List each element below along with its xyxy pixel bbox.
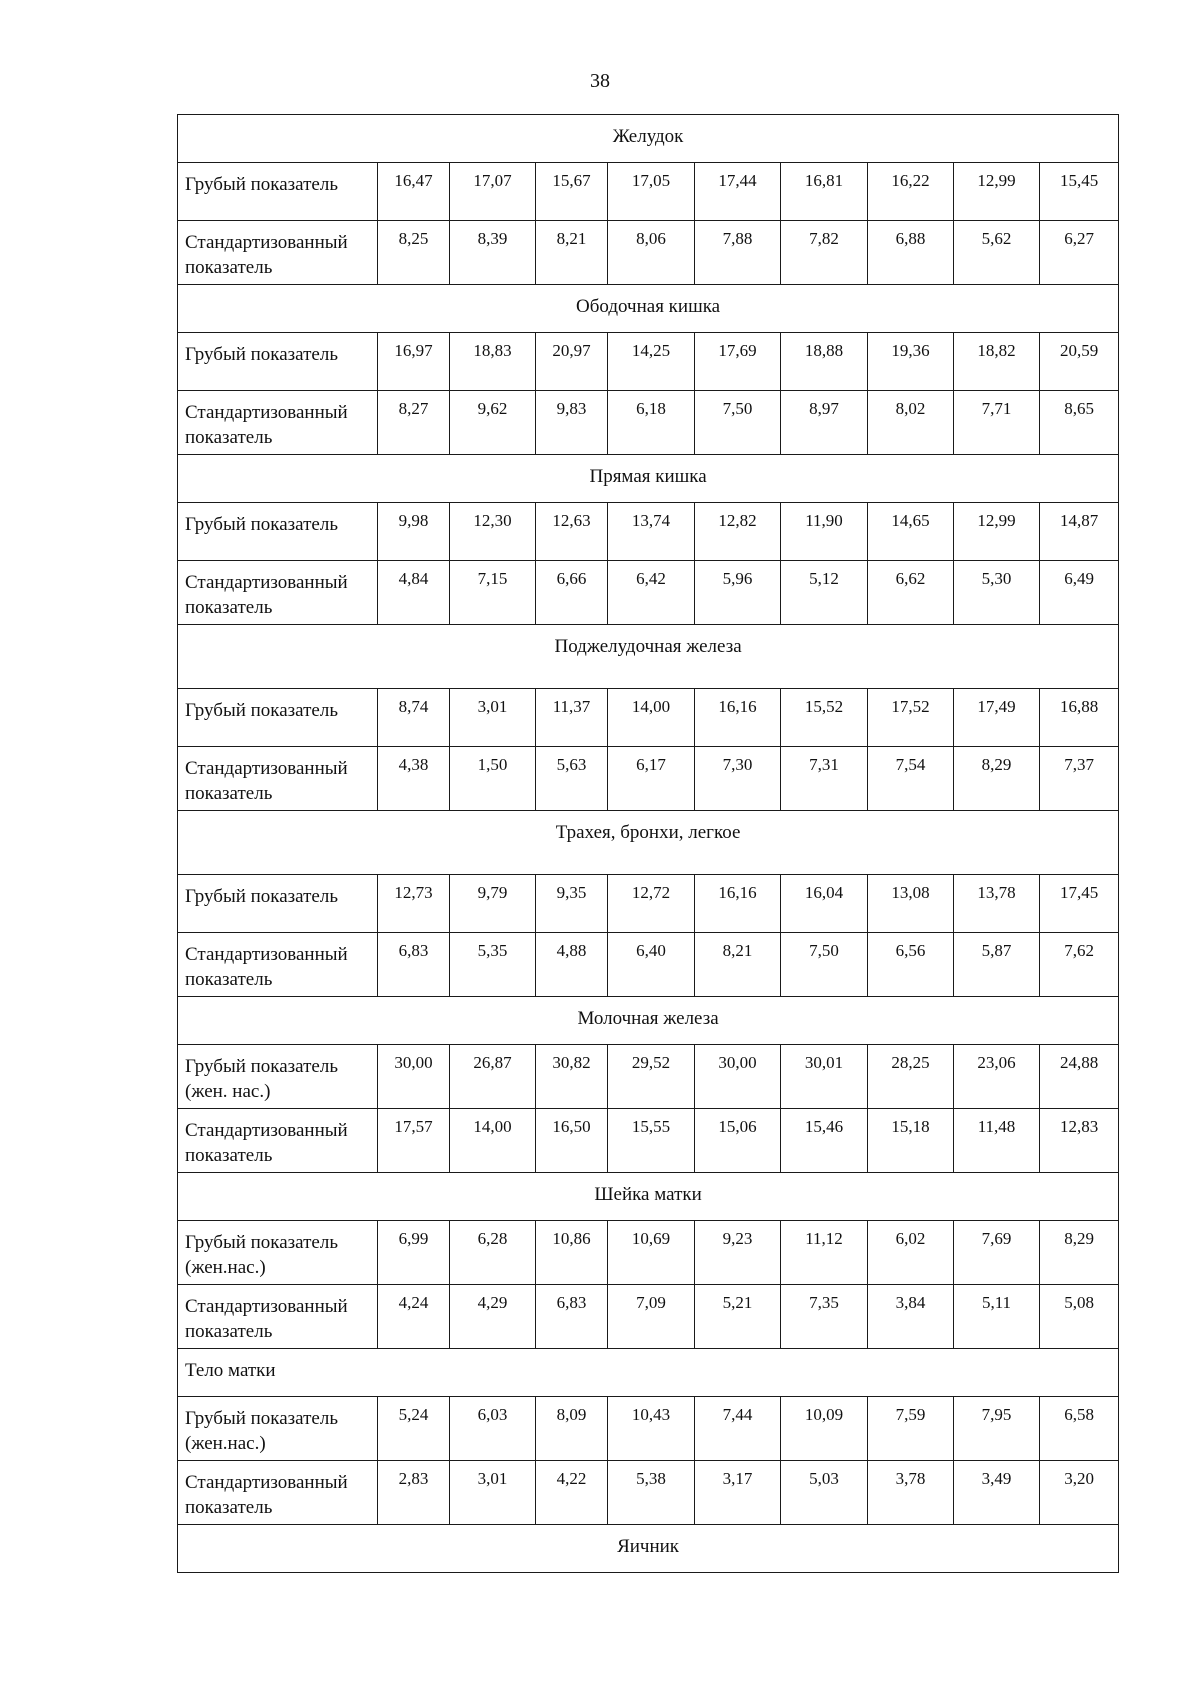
section-title: Прямая кишка bbox=[178, 455, 1119, 503]
value-cell: 23,06 bbox=[954, 1045, 1040, 1109]
value-cell: 7,50 bbox=[695, 391, 781, 455]
value-cell: 3,17 bbox=[695, 1461, 781, 1525]
table-row bbox=[178, 391, 1119, 455]
value-cell: 8,65 bbox=[1040, 391, 1119, 455]
value-cell: 10,43 bbox=[608, 1397, 695, 1461]
value-cell: 15,46 bbox=[781, 1109, 868, 1173]
value-cell: 14,00 bbox=[450, 1109, 536, 1173]
value-cell: 6,03 bbox=[450, 1397, 536, 1461]
section-title: Тело матки bbox=[178, 1349, 1119, 1397]
value-cell: 3,49 bbox=[954, 1461, 1040, 1525]
value-cell: 18,88 bbox=[781, 333, 868, 391]
value-cell: 9,83 bbox=[536, 391, 608, 455]
value-cell: 16,47 bbox=[378, 163, 450, 221]
value-cell: 7,31 bbox=[781, 747, 868, 811]
row-label: Грубый показатель bbox=[178, 163, 378, 221]
table-row bbox=[178, 1109, 1119, 1173]
value-cell: 18,82 bbox=[954, 333, 1040, 391]
value-cell: 12,99 bbox=[954, 163, 1040, 221]
statistics-table bbox=[177, 114, 1119, 1573]
value-cell: 5,21 bbox=[695, 1285, 781, 1349]
value-cell: 17,49 bbox=[954, 689, 1040, 747]
value-cell: 8,21 bbox=[536, 221, 608, 285]
row-label: Грубый показатель (жен. нас.) bbox=[178, 1045, 378, 1109]
section-header-row bbox=[178, 115, 1119, 163]
section-header-row bbox=[178, 625, 1119, 689]
value-cell: 5,96 bbox=[695, 561, 781, 625]
row-label: Стандартизованный показатель bbox=[178, 747, 378, 811]
value-cell: 5,03 bbox=[781, 1461, 868, 1525]
value-cell: 6,88 bbox=[868, 221, 954, 285]
value-cell: 15,67 bbox=[536, 163, 608, 221]
row-label: Грубый показатель bbox=[178, 333, 378, 391]
value-cell: 14,25 bbox=[608, 333, 695, 391]
value-cell: 7,59 bbox=[868, 1397, 954, 1461]
section-header-row bbox=[178, 1173, 1119, 1221]
value-cell: 8,74 bbox=[378, 689, 450, 747]
table-row bbox=[178, 933, 1119, 997]
value-cell: 6,66 bbox=[536, 561, 608, 625]
value-cell: 7,88 bbox=[695, 221, 781, 285]
value-cell: 9,79 bbox=[450, 875, 536, 933]
section-title: Ободочная кишка bbox=[178, 285, 1119, 333]
value-cell: 29,52 bbox=[608, 1045, 695, 1109]
value-cell: 5,24 bbox=[378, 1397, 450, 1461]
value-cell: 12,63 bbox=[536, 503, 608, 561]
value-cell: 7,82 bbox=[781, 221, 868, 285]
section-header-row bbox=[178, 997, 1119, 1045]
value-cell: 12,73 bbox=[378, 875, 450, 933]
row-label: Стандартизованный показатель bbox=[178, 1109, 378, 1173]
value-cell: 8,27 bbox=[378, 391, 450, 455]
value-cell: 11,12 bbox=[781, 1221, 868, 1285]
row-label: Стандартизованный показатель bbox=[178, 1285, 378, 1349]
value-cell: 4,24 bbox=[378, 1285, 450, 1349]
value-cell: 6,58 bbox=[1040, 1397, 1119, 1461]
table-row bbox=[178, 875, 1119, 933]
value-cell: 8,09 bbox=[536, 1397, 608, 1461]
row-label: Грубый показатель bbox=[178, 503, 378, 561]
value-cell: 7,30 bbox=[695, 747, 781, 811]
value-cell: 7,35 bbox=[781, 1285, 868, 1349]
table-row bbox=[178, 221, 1119, 285]
value-cell: 18,83 bbox=[450, 333, 536, 391]
value-cell: 13,08 bbox=[868, 875, 954, 933]
value-cell: 6,40 bbox=[608, 933, 695, 997]
value-cell: 17,07 bbox=[450, 163, 536, 221]
value-cell: 10,69 bbox=[608, 1221, 695, 1285]
value-cell: 8,39 bbox=[450, 221, 536, 285]
value-cell: 4,88 bbox=[536, 933, 608, 997]
value-cell: 6,83 bbox=[378, 933, 450, 997]
value-cell: 16,04 bbox=[781, 875, 868, 933]
table-row bbox=[178, 561, 1119, 625]
row-label: Грубый показатель (жен.нас.) bbox=[178, 1397, 378, 1461]
section-title: Желудок bbox=[178, 115, 1119, 163]
value-cell: 7,50 bbox=[781, 933, 868, 997]
value-cell: 8,97 bbox=[781, 391, 868, 455]
value-cell: 5,87 bbox=[954, 933, 1040, 997]
value-cell: 6,42 bbox=[608, 561, 695, 625]
value-cell: 6,17 bbox=[608, 747, 695, 811]
value-cell: 24,88 bbox=[1040, 1045, 1119, 1109]
value-cell: 6,49 bbox=[1040, 561, 1119, 625]
value-cell: 16,97 bbox=[378, 333, 450, 391]
value-cell: 7,44 bbox=[695, 1397, 781, 1461]
value-cell: 6,27 bbox=[1040, 221, 1119, 285]
value-cell: 5,30 bbox=[954, 561, 1040, 625]
row-label: Стандартизованный показатель bbox=[178, 561, 378, 625]
value-cell: 3,01 bbox=[450, 689, 536, 747]
value-cell: 16,16 bbox=[695, 875, 781, 933]
value-cell: 11,90 bbox=[781, 503, 868, 561]
row-label: Грубый показатель (жен.нас.) bbox=[178, 1221, 378, 1285]
row-label: Грубый показатель bbox=[178, 875, 378, 933]
value-cell: 5,35 bbox=[450, 933, 536, 997]
section-title: Трахея, бронхи, легкое bbox=[178, 811, 1119, 875]
value-cell: 17,52 bbox=[868, 689, 954, 747]
value-cell: 5,08 bbox=[1040, 1285, 1119, 1349]
value-cell: 17,44 bbox=[695, 163, 781, 221]
value-cell: 7,69 bbox=[954, 1221, 1040, 1285]
value-cell: 5,11 bbox=[954, 1285, 1040, 1349]
value-cell: 13,74 bbox=[608, 503, 695, 561]
value-cell: 13,78 bbox=[954, 875, 1040, 933]
value-cell: 28,25 bbox=[868, 1045, 954, 1109]
section-header-row bbox=[178, 811, 1119, 875]
section-title: Молочная железа bbox=[178, 997, 1119, 1045]
table-row bbox=[178, 1045, 1119, 1109]
row-label: Грубый показатель bbox=[178, 689, 378, 747]
table-row bbox=[178, 163, 1119, 221]
value-cell: 30,00 bbox=[378, 1045, 450, 1109]
value-cell: 1,50 bbox=[450, 747, 536, 811]
value-cell: 20,59 bbox=[1040, 333, 1119, 391]
value-cell: 16,50 bbox=[536, 1109, 608, 1173]
table-row bbox=[178, 1397, 1119, 1461]
value-cell: 30,01 bbox=[781, 1045, 868, 1109]
section-header-row bbox=[178, 455, 1119, 503]
value-cell: 8,02 bbox=[868, 391, 954, 455]
value-cell: 16,88 bbox=[1040, 689, 1119, 747]
value-cell: 12,99 bbox=[954, 503, 1040, 561]
value-cell: 12,83 bbox=[1040, 1109, 1119, 1173]
value-cell: 15,55 bbox=[608, 1109, 695, 1173]
value-cell: 6,02 bbox=[868, 1221, 954, 1285]
row-label: Стандартизованный показатель bbox=[178, 391, 378, 455]
value-cell: 7,95 bbox=[954, 1397, 1040, 1461]
table-row bbox=[178, 689, 1119, 747]
value-cell: 7,37 bbox=[1040, 747, 1119, 811]
value-cell: 16,16 bbox=[695, 689, 781, 747]
section-title: Яичник bbox=[178, 1525, 1119, 1573]
value-cell: 9,23 bbox=[695, 1221, 781, 1285]
value-cell: 3,78 bbox=[868, 1461, 954, 1525]
value-cell: 15,45 bbox=[1040, 163, 1119, 221]
value-cell: 8,29 bbox=[954, 747, 1040, 811]
table-body bbox=[178, 115, 1119, 1573]
value-cell: 8,29 bbox=[1040, 1221, 1119, 1285]
table-row bbox=[178, 747, 1119, 811]
value-cell: 8,06 bbox=[608, 221, 695, 285]
section-title: Шейка матки bbox=[178, 1173, 1119, 1221]
table-row bbox=[178, 503, 1119, 561]
section-header-row bbox=[178, 285, 1119, 333]
value-cell: 7,62 bbox=[1040, 933, 1119, 997]
value-cell: 3,20 bbox=[1040, 1461, 1119, 1525]
table-row bbox=[178, 1285, 1119, 1349]
value-cell: 12,82 bbox=[695, 503, 781, 561]
value-cell: 10,86 bbox=[536, 1221, 608, 1285]
value-cell: 9,35 bbox=[536, 875, 608, 933]
table-row bbox=[178, 1221, 1119, 1285]
value-cell: 20,97 bbox=[536, 333, 608, 391]
value-cell: 11,48 bbox=[954, 1109, 1040, 1173]
value-cell: 11,37 bbox=[536, 689, 608, 747]
value-cell: 17,05 bbox=[608, 163, 695, 221]
value-cell: 6,56 bbox=[868, 933, 954, 997]
value-cell: 5,62 bbox=[954, 221, 1040, 285]
value-cell: 8,21 bbox=[695, 933, 781, 997]
value-cell: 7,71 bbox=[954, 391, 1040, 455]
value-cell: 16,81 bbox=[781, 163, 868, 221]
value-cell: 3,84 bbox=[868, 1285, 954, 1349]
value-cell: 6,62 bbox=[868, 561, 954, 625]
value-cell: 5,12 bbox=[781, 561, 868, 625]
value-cell: 30,82 bbox=[536, 1045, 608, 1109]
value-cell: 6,99 bbox=[378, 1221, 450, 1285]
value-cell: 15,06 bbox=[695, 1109, 781, 1173]
value-cell: 15,52 bbox=[781, 689, 868, 747]
section-header-row bbox=[178, 1525, 1119, 1573]
value-cell: 17,45 bbox=[1040, 875, 1119, 933]
value-cell: 4,22 bbox=[536, 1461, 608, 1525]
value-cell: 6,28 bbox=[450, 1221, 536, 1285]
value-cell: 5,38 bbox=[608, 1461, 695, 1525]
row-label: Стандартизованный показатель bbox=[178, 221, 378, 285]
value-cell: 30,00 bbox=[695, 1045, 781, 1109]
value-cell: 17,57 bbox=[378, 1109, 450, 1173]
value-cell: 5,63 bbox=[536, 747, 608, 811]
value-cell: 4,29 bbox=[450, 1285, 536, 1349]
value-cell: 9,98 bbox=[378, 503, 450, 561]
page-number: 38 bbox=[590, 70, 610, 92]
section-header-row bbox=[178, 1349, 1119, 1397]
value-cell: 14,65 bbox=[868, 503, 954, 561]
value-cell: 14,00 bbox=[608, 689, 695, 747]
value-cell: 10,09 bbox=[781, 1397, 868, 1461]
table-row bbox=[178, 1461, 1119, 1525]
value-cell: 4,38 bbox=[378, 747, 450, 811]
value-cell: 2,83 bbox=[378, 1461, 450, 1525]
section-title: Поджелудочная железа bbox=[178, 625, 1119, 689]
value-cell: 12,72 bbox=[608, 875, 695, 933]
value-cell: 16,22 bbox=[868, 163, 954, 221]
value-cell: 3,01 bbox=[450, 1461, 536, 1525]
value-cell: 7,15 bbox=[450, 561, 536, 625]
value-cell: 9,62 bbox=[450, 391, 536, 455]
value-cell: 4,84 bbox=[378, 561, 450, 625]
value-cell: 8,25 bbox=[378, 221, 450, 285]
value-cell: 26,87 bbox=[450, 1045, 536, 1109]
value-cell: 15,18 bbox=[868, 1109, 954, 1173]
value-cell: 6,18 bbox=[608, 391, 695, 455]
value-cell: 14,87 bbox=[1040, 503, 1119, 561]
value-cell: 7,09 bbox=[608, 1285, 695, 1349]
value-cell: 17,69 bbox=[695, 333, 781, 391]
row-label: Стандартизованный показатель bbox=[178, 1461, 378, 1525]
row-label: Стандартизованный показатель bbox=[178, 933, 378, 997]
value-cell: 19,36 bbox=[868, 333, 954, 391]
value-cell: 7,54 bbox=[868, 747, 954, 811]
table-row bbox=[178, 333, 1119, 391]
value-cell: 6,83 bbox=[536, 1285, 608, 1349]
value-cell: 12,30 bbox=[450, 503, 536, 561]
